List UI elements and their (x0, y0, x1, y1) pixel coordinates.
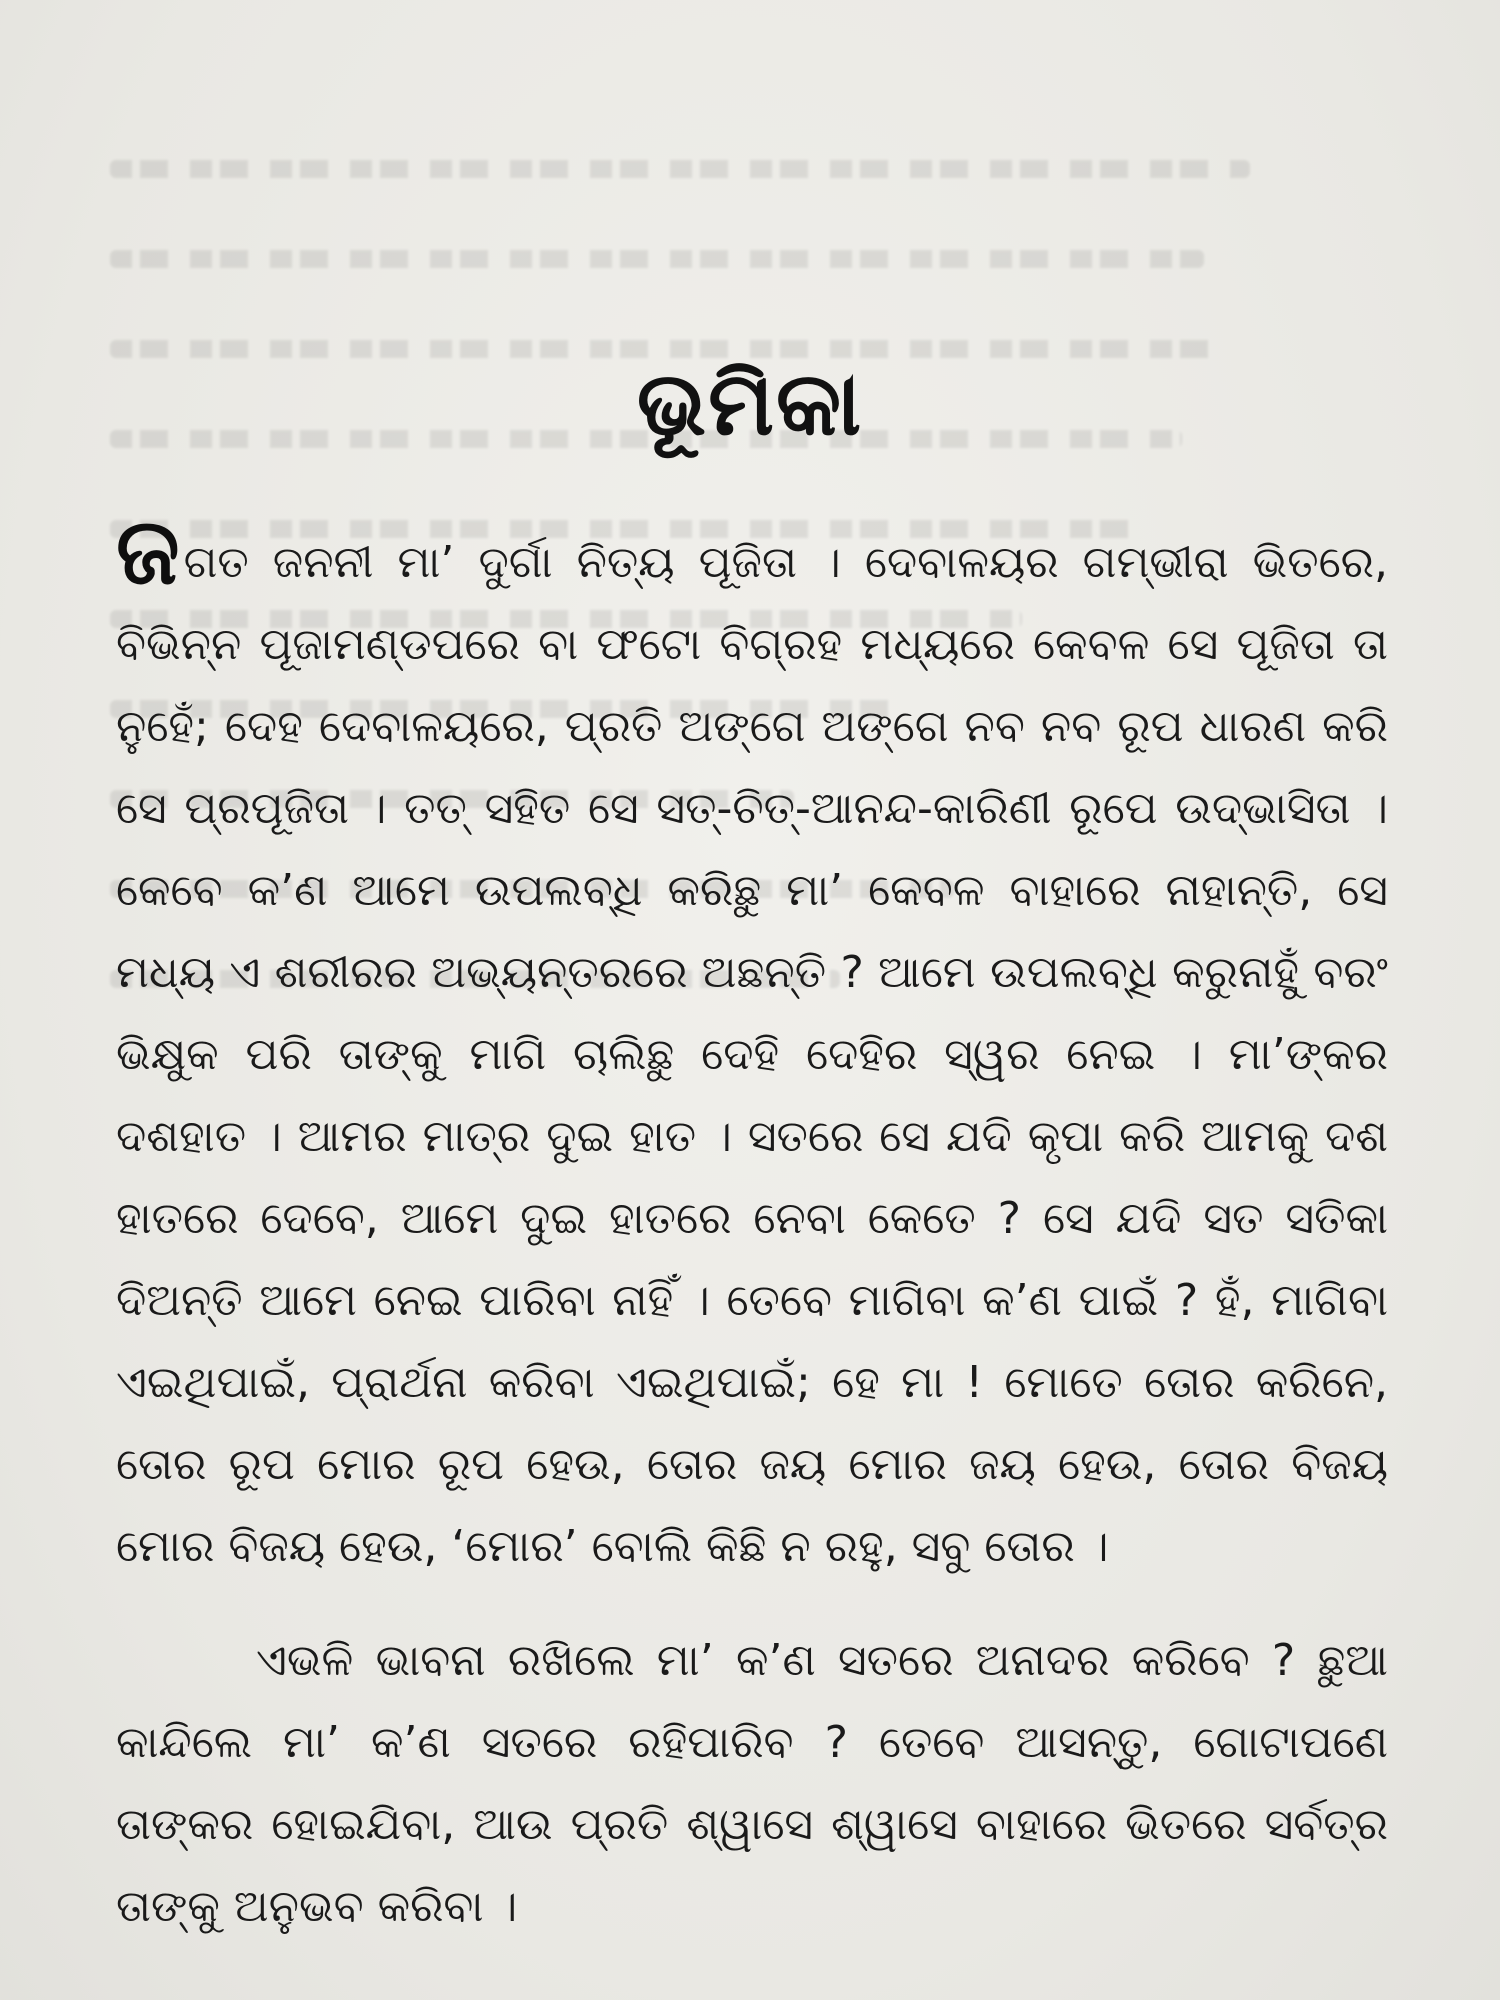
page-title: ଭୂମିକା (636, 352, 864, 455)
paragraph-1 (116, 498, 1388, 1588)
bleed-through-line (110, 160, 1250, 178)
paragraph-1-text: ଗତ ଜନନୀ ମା’ ଦୁର୍ଗା ନିତ୍ୟ ପୂଜିତା । ଦେବାଳୟର ଗମ୍ଭୀରା ଭିତରେ, ବିଭିନ୍ନ ପୂଜାମଣ୍ଡପରେ ବା ଫଟୋ ବିଗ୍ରହ ମଧ୍ୟରେ କେବଳ ସେ ପୂଜିତା ତା ନୁହେଁ; ଦେହ ଦେବାଳୟରେ, ପ୍ରତି ଅଙ୍ଗେ ଅଙ୍ଗେ ନବ ନବ ରୂପ ଧାରଣ କରି ସେ ପ୍ରପୂଜିତା । ତତ୍ ସହିତ ସେ ସତ୍-ଚିତ୍-ଆନନ୍ଦ-କାରିଣୀ ରୂପେ ଉଦ୍‌ଭାସିତା । କେବେ କ’ଣ ଆମେ ଉପଲବ୍ଧି କରିଛୁ ମା’ କେବଳ ବାହାରେ ନାହାନ୍ତି, ସେ ମଧ୍ୟ ଏ ଶରୀରର ଅଭ୍ୟନ୍ତରରେ ଅଛନ୍ତି ? ଆମେ ଉପଲବ୍ଧି କରୁନାହୁଁ ବରଂ ଭିକ୍ଷୁକ ପରି ତାଙ୍କୁ ମାଗି ଚାଲିଛୁ ଦେହି ଦେହିର ସ୍ୱର ନେଇ । ମା’ଙ୍କର ଦଶହାତ । ଆମର ମାତ୍ର ଦୁଇ ହାତ । ସତରେ ସେ ଯଦି କୃପା କରି ଆମକୁ ଦଶ ହାତରେ ଦେବେ, ଆମେ ଦୁଇ ହାତରେ ନେବା କେତେ ? ସେ ଯଦି ସତ ସତିକା ଦିଅନ୍ତି ଆମେ ନେଇ ପାରିବା ନାହିଁ । ତେବେ ମାଗିବା କ’ଣ ପାଇଁ ? ହଁ, ମାଗିବା ଏଇଥିପାଇଁ, ପ୍ରାର୍ଥନା କରିବା ଏଇଥିପାଇଁ; ହେ ମା ! ମୋତେ ତୋର କରିନେ, ତୋର ରୂପ ମୋର ରୂପ ହେଉ, ତୋର ଜୟ ମୋର ଜୟ ହେଉ, ତୋର ବିଜୟ ମୋର ବିଜୟ ହେଉ, ‘ମୋର’ ବୋଲି କିଛି ନ ରହୁ, ସବୁ ତୋର । (116, 537, 1388, 1572)
paragraph-2: ଏଭଳି ଭାବନା ରଖିଲେ ମା’ କ’ଣ ସତରେ ଅନାଦର କରିବେ ? ଛୁଆ କାନ୍ଦିଲେ ମା’ କ’ଣ ସତରେ ରହିପାରିବ ? ତେବେ ଆସନ୍ତୁ, ଗୋଟାପଣେ ତାଙ୍କର ହୋଇଯିବା, ଆଉ ପ୍ରତି ଶ୍ୱାସେ ଶ୍ୱାସେ ବାହାରେ ଭିତରେ ସର୍ବତ୍ର ତାଙ୍କୁ ଅନୁଭବ କରିବା । (116, 1635, 1388, 1932)
drop-cap: ଜ (116, 498, 180, 605)
bleed-through-line (110, 250, 1204, 268)
